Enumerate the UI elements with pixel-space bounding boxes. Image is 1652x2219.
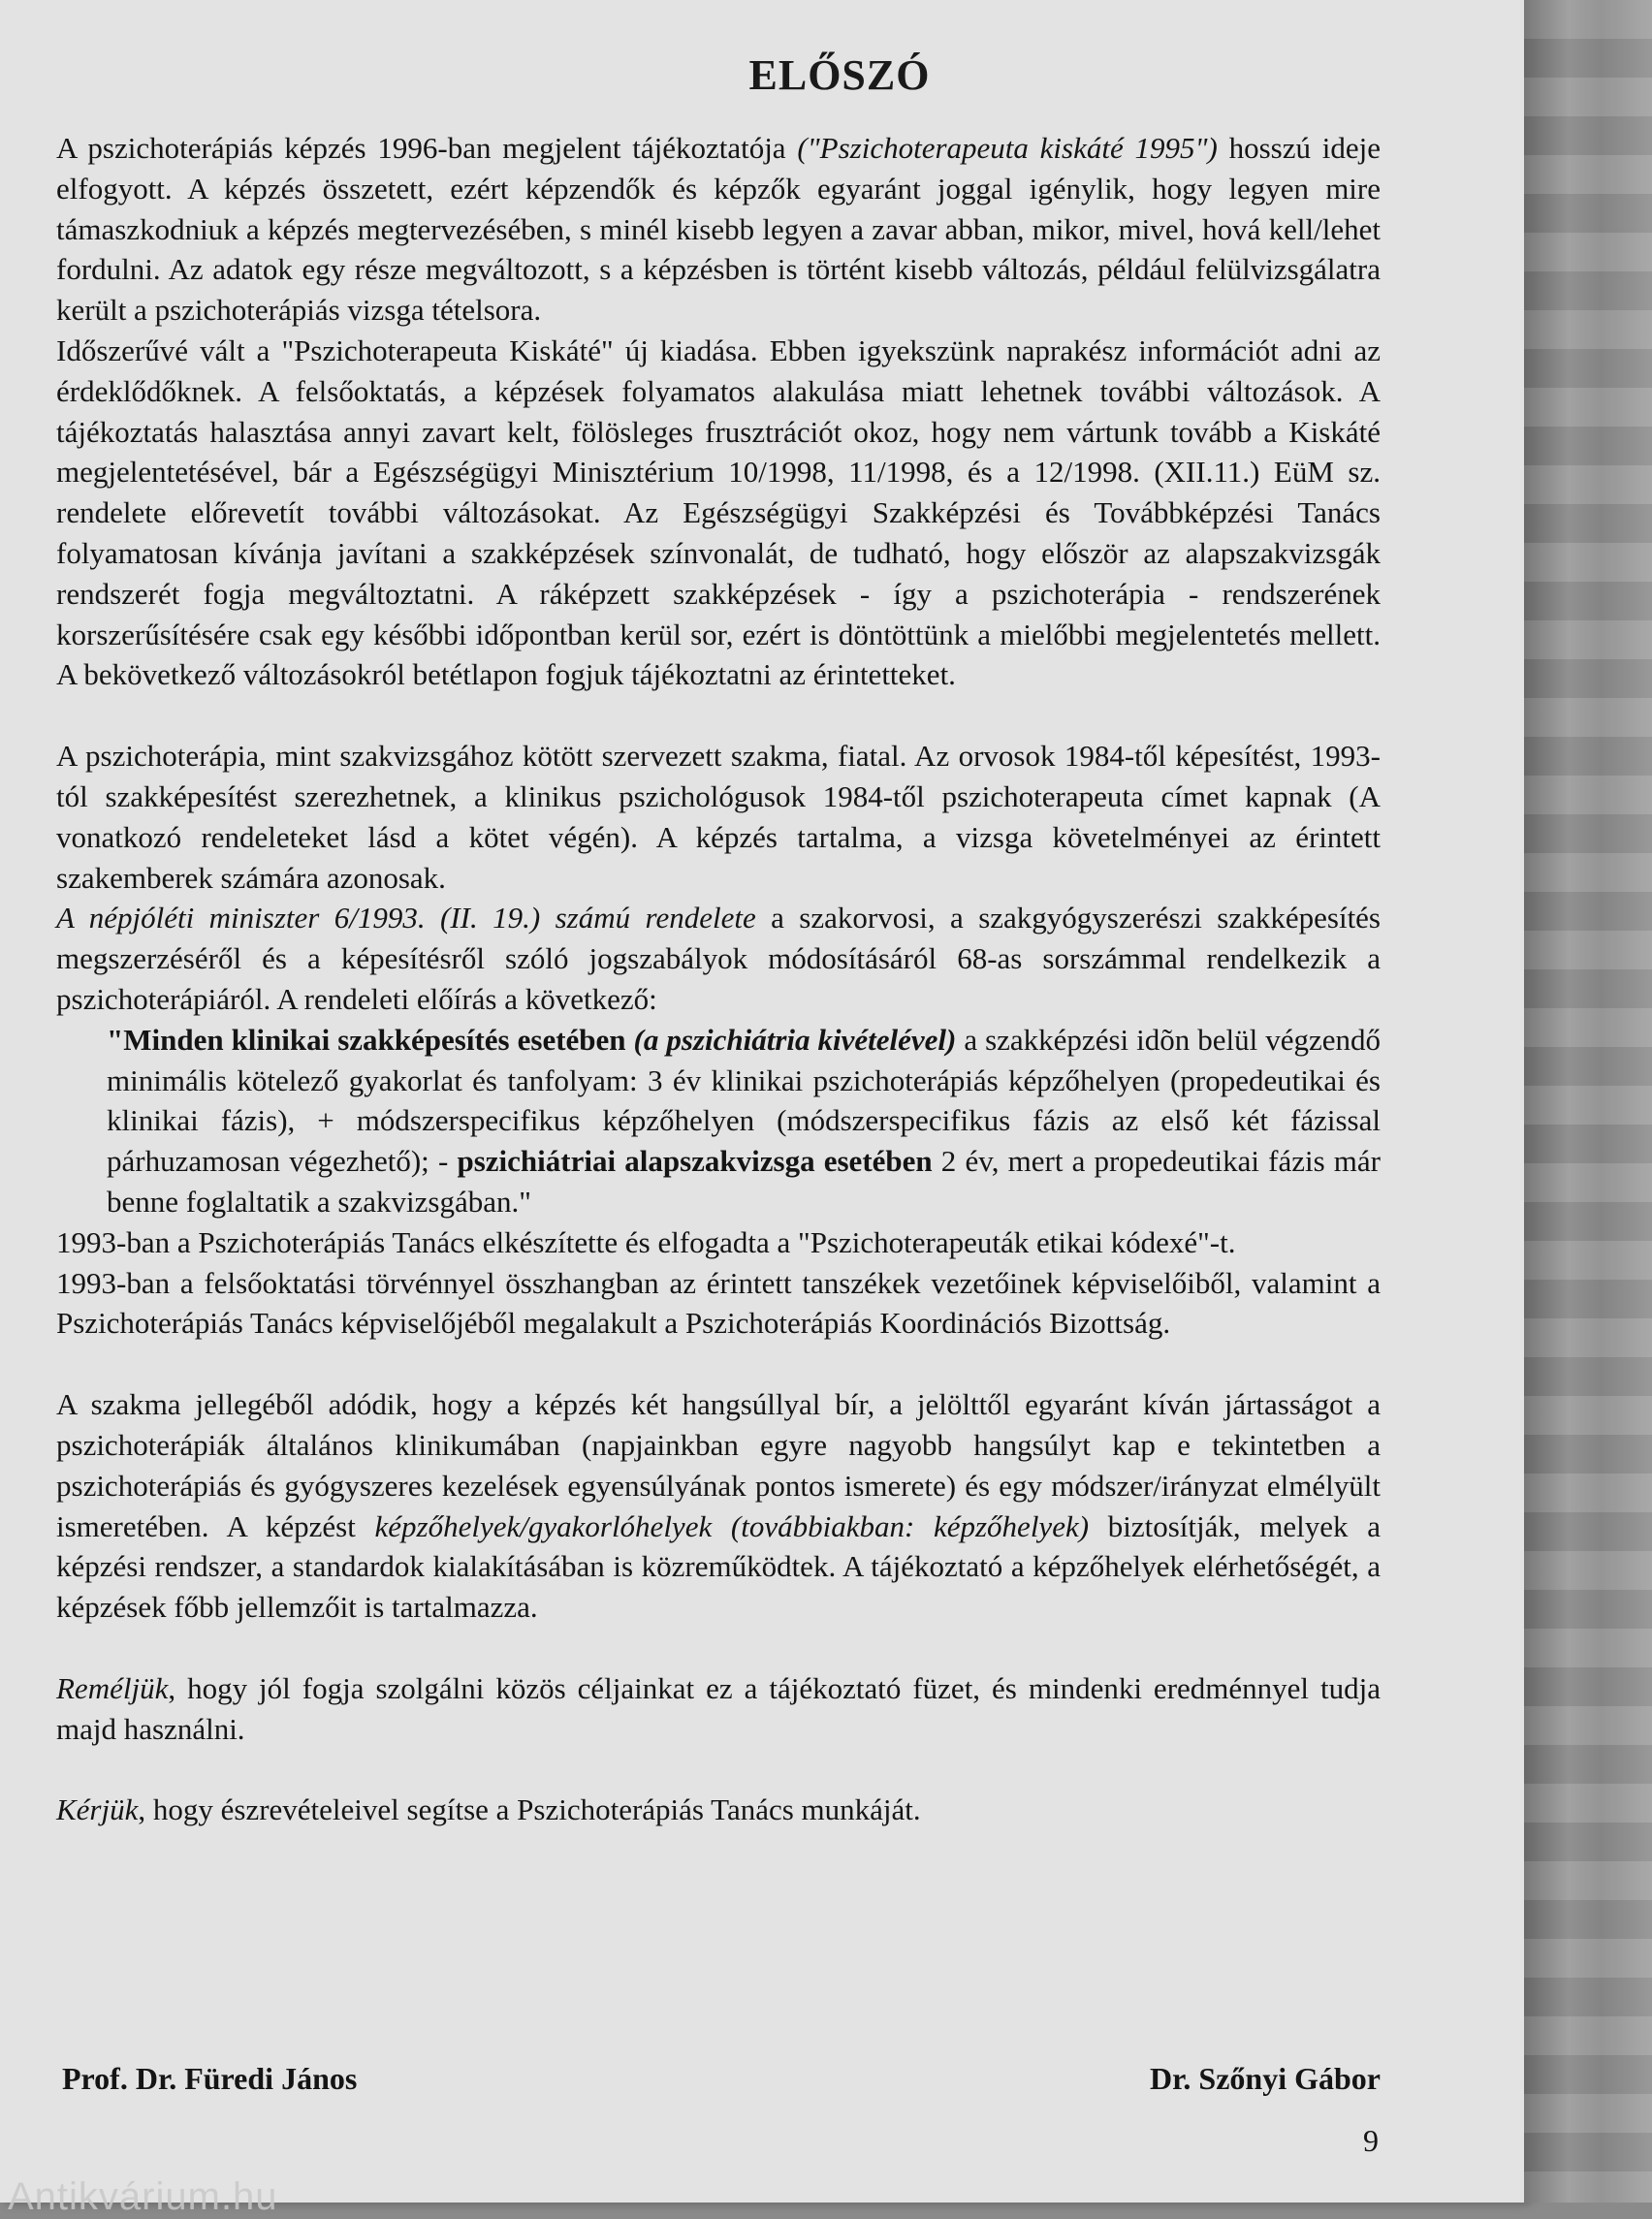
signature-right: Dr. Szőnyi Gábor bbox=[1150, 2061, 1381, 2096]
paragraph-1: A pszichoterápiás képzés 1996-ban megjelent tájékoztatója ("Pszichoterapeuta kiskáté 1995") hosszú ideje elfogyott. A képzés összetett, ezért képzendők és képzők egyaránt joggal igénylik, hogy legyen mire támaszkodniuk a képzés megtervezésében, s minél kisebb legyen a zavar abban, mikor, mivel, hová kell/lehet fordulni. Az adatok egy része megváltozott, s a képzésben is történt kisebb változás, például felülvizsgálatra került a pszichoterápiás vizsga tételsora. bbox=[56, 131, 1381, 328]
page-title: ELŐSZÓ bbox=[748, 51, 931, 99]
body-text bbox=[56, 128, 1381, 1830]
regulation-quote: "Minden klinikai szakképesítés esetében (a pszichiátria kivételével) a szakképzési idõn belül végzendő minimális kötelező gyakorlat és tanfolyam: 3 év klinikai pszichoterápiás képzőhelyen (propedeutikai és klinikai fázis), + módszerspecifikus képzőhelyen (módszerspecifikus fázis az első két fázissal párhuzamosan végezhető); - pszichiátriai alapszakvizsga esetében 2 év, mert a propedeutikai fázis már benne foglaltatik a szakvizsgában." bbox=[107, 1022, 1382, 1219]
book-edge bbox=[1524, 0, 1652, 2203]
paragraph-5: 1993-ban a Pszichoterápiás Tanács elkészítette és elfogadta a "Pszichoterapeuták etikai kódexé"-t. bbox=[56, 1224, 1236, 1259]
paragraph-4: A népjóléti miniszter 6/1993. (II. 19.) számú rendelete a szakorvosi, a szakgyógyszerészi szakképesítés megszerzéséről és a képesítésről szóló jogszabályok módosításáról 68-as sorszámmal rendelkezik a pszichoterápiáról. A rendeleti előírás a következő: bbox=[56, 901, 1381, 1016]
paragraph-9: Kérjük, hogy észrevételeivel segítse a Pszichoterápiás Tanács munkáját. bbox=[56, 1792, 921, 1827]
paragraph-2: Időszerűvé vált a "Pszichoterapeuta Kiskáté" új kiadása. Ebben igyekszünk naprakész információt adni az érdeklődőknek. A felsőoktatás, a képzések folyamatos alakulása miatt lehetnek további változások. A tájékoztatás halasztása annyi zavart kelt, fölösleges frusztrációt okoz, hogy nem vártunk tovább a Kiskáté megjelentetésével, bár a Egészségügyi Minisztérium 10/1998, 11/1998, és a 12/1998. (XII.11.) EüM sz. rendelete előrevetít további változásokat. Az Egészségügyi Szakképzési és Továbbképzési Tanács folyamatosan kívánja javítani a szakképzések színvonalát, de tudható, hogy először az alapszakvizsgák rendszerét fogja megváltoztatni. A ráképzett szakképzések - így a pszichoterápia - rendszerének korszerűsítésére csak egy későbbi időpontban kerül sor, ezért is döntöttünk a mielőbbi megjelentetés mellett. A bekövetkező változásokról betétlapon fogjuk tájékoztatni az érintetteket. bbox=[56, 333, 1381, 692]
paragraph-3: A pszichoterápia, mint szakvizsgához kötött szervezett szakma, fiatal. Az orvosok 1984-től képesítést, 1993-tól szakképesítést szerezhetnek, a klinikus pszichológusok 1984-től pszichoterapeuta címet kapnak (A vonatkozó rendeleteket lásd a kötet végén). A képzés tartalma, a vizsga követelményei az érintett szakemberek számára azonosak. bbox=[56, 739, 1381, 895]
page-number: 9 bbox=[1363, 2123, 1379, 2158]
paragraph-8: Reméljük, hogy jól fogja szolgálni közös céljainkat ez a tájékoztató füzet, és mindenki eredménnyel tudja majd használni. bbox=[56, 1670, 1381, 1746]
paragraph-7: A szakma jellegéből adódik, hogy a képzés két hangsúllyal bír, a jelölttől egyaránt kíván jártasságot a pszichoterápiák általános klinikumában (napjainkban egyre nagyobb hangsúlyt kap e tekintetben a pszichoterápiás és gyógyszeres kezelések egyensúlyának pontos ismerete) és egy módszer/irányzat elmélyült ismeretében. A képzést képzőhelyek/gyakorlóhelyek (továbbiakban: képzőhelyek) biztosítják, melyek a képzési rendszer, a standardok kialakításában is közreműködtek. A tájékoztató a képzőhelyek elérhetőségét, a képzések főbb jellemzőit is tartalmazza. bbox=[56, 1387, 1381, 1625]
signature-left: Prof. Dr. Füredi János bbox=[62, 2061, 358, 2096]
watermark: Antikvárium.hu bbox=[8, 2175, 278, 2218]
paragraph-6: 1993-ban a felsőoktatási törvénnyel összhangban az érintett tanszékek vezetőinek képviselőiből, valamint a Pszichoterápiás Tanács képviselőjéből megalakult a Pszichoterápiás Koordinációs Bizottság. bbox=[56, 1265, 1381, 1341]
